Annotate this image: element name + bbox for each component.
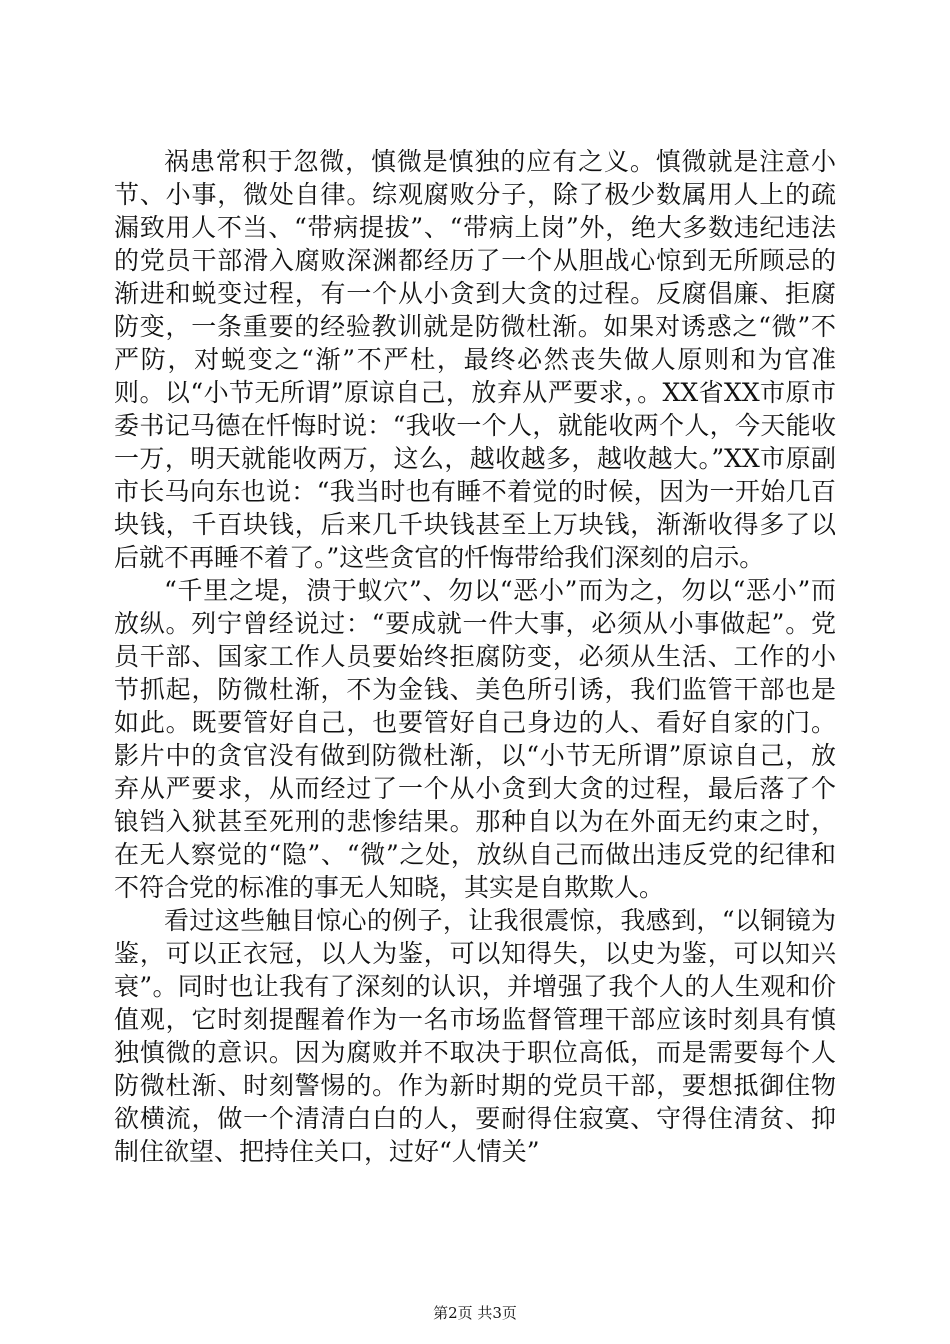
paragraph-1: 祸患常积于忽微，慎微是慎独的应有之义。慎微就是注意小节、小事，微处自律。综观腐败分子，除了极少数属用人上的疏漏致用人不当、“带病提拔”、“带病上岗”外，绝大多数违纪违法的党员干部滑入腐败深渊都经历了一个从胆战心惊到无所顾忌的渐进和蜕变过程，有一个从小贪到大贪的过程。反腐倡廉、拒腐防变，一条重要的经验教训就是防微杜渐。如果对诱惑之“微”不严防，对蜕变之“渐”不严杜，最终必然丧失做人原则和为官准则。以“小节无所谓”原谅自己，放弃从严要求，。XX省XX市原市委书记马德在忏悔时说：“我收一个人，就能收两个人，今天能收一万，明天就能收两万，这么，越收越多，越收越大。”XX市原副市长马向东也说：“我当时也有睡不着觉的时候，因为一开始几百块钱，千百块钱，后来几千块钱甚至上万块钱，渐渐收得多了以后就不再睡不着了。”这些贪官的忏悔带给我们深刻的启示。 <box>114 147 836 572</box>
paragraph-3: 看过这些触目惊心的例子，让我很震惊，我感到，“以铜镜为鉴，可以正衣冠，以人为鉴，可以知得失，以史为鉴，可以知兴衰”。同时也让我有了深刻的认识，并增强了我个人的人生观和价值观，它时刻提醒着作为一名市场监督管理干部应该时刻具有慎独慎微的意识。因为腐败并不取决于职位高低，而是需要每个人防微杜渐、时刻警惕的。作为新时期的党员干部，要想抵御住物欲横流，做一个清清白白的人，要耐得住寂寞、守得住清贫、抑制住欲望、把持住关口，过好“人情关” <box>114 906 836 1166</box>
page-number-footer: 第2页 共3页 <box>433 1304 517 1322</box>
document-body <box>114 145 836 1168</box>
paragraph-2: “千里之堤，溃于蚁穴”、勿以“恶小”而为之，勿以“恶小”而放纵。列宁曾经说过：“要成就一件大事，必须从小事做起”。党员干部、国家工作人员要始终拒腐防变，必须从生活、工作的小节抓起，防微杜渐，不为金钱、美色所引诱，我们监管干部也是如此。既要管好自己，也要管好自己身边的人、看好自家的门。影片中的贪官没有做到防微杜渐，以“小节无所谓”原谅自己，放弃从严要求，从而经过了一个从小贪到大贪的过程，最后落了个锒铛入狱甚至死刑的悲惨结果。那种自以为在外面无约束之时，在无人察觉的“隐”、“微”之处，放纵自己而做出违反党的纪律和不符合党的标准的事无人知晓，其实是自欺欺人。 <box>114 576 836 902</box>
